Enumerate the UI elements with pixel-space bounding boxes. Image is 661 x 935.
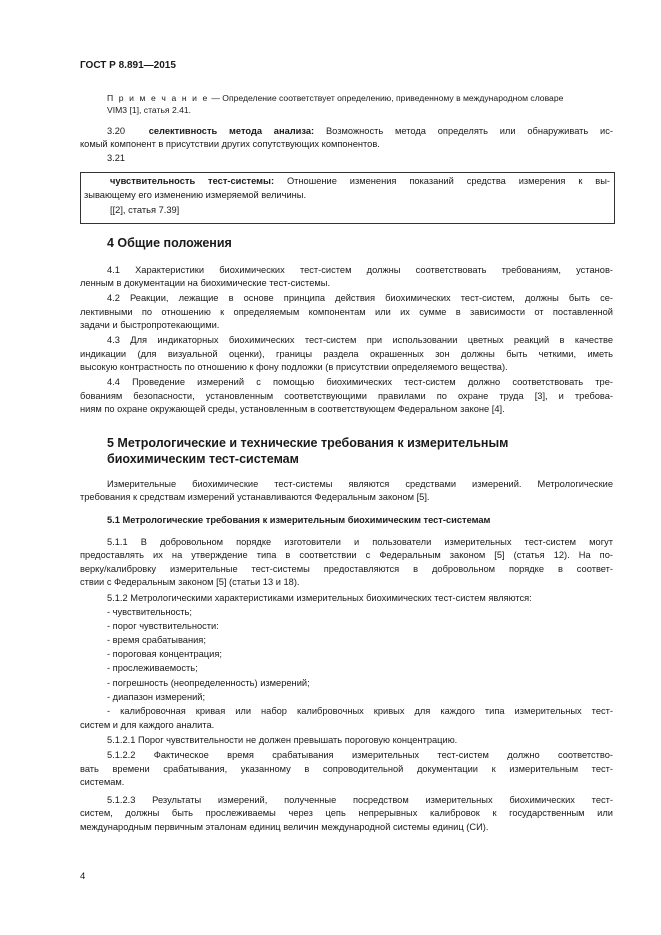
def-320-line-2: комый компонент в присутствии других сопутствующих компонентов. xyxy=(80,139,380,149)
s5-line: 5.1.2.1 Порог чувствительности не должен превышать пороговую концентрацию. xyxy=(107,735,458,745)
section-5-title-line-2: биохимическим тест-системам xyxy=(107,452,299,466)
note-text-1: — Определение соответствует определению, приведенному в международном словаре xyxy=(211,93,564,103)
list-item: - порог чувствительности: xyxy=(107,621,219,631)
list-item: - пороговая концентрация; xyxy=(107,649,222,659)
list-item-continued: систем и для каждого аналита. xyxy=(80,720,215,730)
s4-line: высокую контрастность по отношению к фону подложки (в присутствии определяемого вещества). xyxy=(80,362,508,372)
s5-line: 5.1.1 В добровольном порядке изготовители и пользователи измерительных тест-систем могут xyxy=(107,537,613,547)
s5-line: предоставлять их на утверждение типа в соответствии с Федеральным законом [5] (статья 12). На по- xyxy=(80,550,613,560)
s5-line: верку/калибровку измерительные тест-системы предоставляются в добровольном порядке в соответ- xyxy=(80,564,613,574)
s4-line: 4.2 Реакции, лежащие в основе принципа действия биохимических тест-систем, должны быть се- xyxy=(107,293,613,303)
page-number: 4 xyxy=(80,871,86,882)
def-320-term: селективность метода анализа: xyxy=(148,126,315,136)
list-item: - прослеживаемость; xyxy=(107,663,198,673)
def-321-term: чувствительность тест-системы: xyxy=(110,176,275,186)
section-5-title-line-1: 5 Метрологические и технические требования к измерительным xyxy=(107,436,509,450)
note-line-1 xyxy=(107,92,613,104)
s4-line: бованиям безопасности, установленным соответствующими правилами по охране труда [3], и требова- xyxy=(80,391,613,401)
list-item: - калибровочная кривая или набор калибровочных кривых для каждого типа измерительных тест- xyxy=(107,706,613,716)
note-line-2: VIM3 [1], статья 2.41. xyxy=(107,105,192,115)
s4-line: ниям по охране окружающей среды, установленным в соответствующем Федеральном законе [4]. xyxy=(80,404,505,414)
list-item: - погрешность (неопределенность) измерений; xyxy=(107,678,310,688)
s5-line: вать времени срабатывания, указанному в сопроводительной документации к измерительным тест- xyxy=(80,764,613,774)
section-4-title: 4 Общие положения xyxy=(107,236,232,250)
def-320-line-1 xyxy=(107,125,613,137)
standard-header: ГОСТ Р 8.891—2015 xyxy=(80,60,176,71)
s5-line: систем, должны быть прослеживаемы через цепь непрерывных калибровок к государственным или xyxy=(80,808,613,818)
s5-line: системам. xyxy=(80,777,125,787)
s5-line: 5.1.2 Метрологическими характеристиками измерительных биохимических тест-систем являются: xyxy=(107,593,532,603)
def-321-line-2: зывающему его изменению измеряемой величины. xyxy=(84,190,307,200)
s5-line: ствии с Федеральным законом [5] (статьи 13 и 18). xyxy=(80,577,300,587)
s4-line: 4.1 Характеристики биохимических тест-систем должны соответствовать требованиям, установ- xyxy=(107,265,613,275)
s5-line: 5.1.2.3 Результаты измерений, полученные посредством измерительных биохимических тест- xyxy=(107,795,613,805)
def-320-num: 3.20 xyxy=(107,126,126,136)
s4-line: 4.3 Для индикаторных биохимических тест-систем при использовании цветных реакций в качестве xyxy=(107,335,613,345)
s4-line: ленным в документации на биохимические тест-системы. xyxy=(80,278,331,288)
s4-line: задачи и быстропротекающими. xyxy=(80,320,220,330)
def-321-ref: [[2], статья 7.39] xyxy=(110,205,180,215)
s5-intro-line-2: требования к средствам измерений устанавливаются Федеральным законом [5]. xyxy=(80,492,430,502)
s5-line: международным первичным эталонам единиц величин международной системы единиц (СИ). xyxy=(80,822,489,832)
def-320-text: Возможность метода определять или обнаруживать ис- xyxy=(325,126,613,136)
list-item: - диапазон измерений; xyxy=(107,692,206,702)
s5-intro-line-1: Измерительные биохимические тест-системы являются средствами измерений. Метрологические xyxy=(107,479,613,489)
def-321-num: 3.21 xyxy=(107,153,126,163)
list-item: - время срабатывания; xyxy=(107,635,206,645)
def-321-line-1 xyxy=(110,175,610,187)
s4-line: 4.4 Проведение измерений с помощью биохимических тест-систем должно соответствовать тре- xyxy=(107,377,613,387)
s4-line: лективными по отношению к определяемым компонентам или их сумме в зависимости от поставленной xyxy=(80,307,613,317)
def-321-text: Отношение изменения показаний средства измерения к вы- xyxy=(286,176,610,186)
subsection-5-1-title: 5.1 Метрологические требования к измерительным биохимическим тест-системам xyxy=(107,515,491,525)
list-item: - чувствительность; xyxy=(107,607,192,617)
s4-line: индикации (для визуальной оценки), границы раздела окрашенных зон должны быть четкими, иметь xyxy=(80,349,613,359)
s5-line: 5.1.2.2 Фактическое время срабатывания измерительных тест-систем должно соответство- xyxy=(107,750,613,760)
note-label: П р и м е ч а н и е xyxy=(107,93,209,103)
